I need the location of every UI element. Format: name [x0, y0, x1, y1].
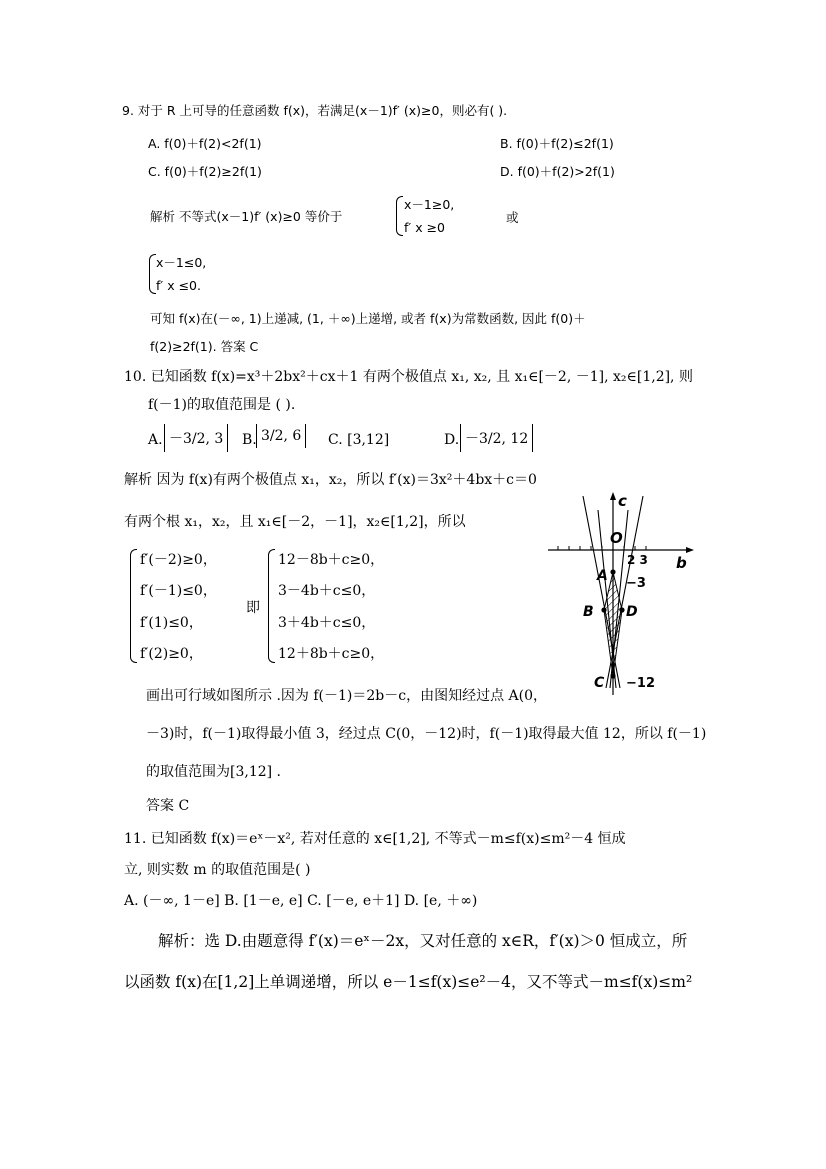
b-axis-label: b: [676, 554, 687, 572]
q10-option-a-interval: －3/2, 3: [164, 424, 228, 452]
c-axis-arrow: [610, 492, 616, 500]
feasible-region-graph: [540, 490, 710, 700]
q9-stem: 9. 对于 R 上可导的任意函数 f(x)，若满足(x－1)f′ (x)≥0，则必有( ).: [122, 103, 508, 118]
q10-option-c: C. [3,12]: [328, 432, 390, 448]
q10-systemA-line1: f′(－2)≥0，: [140, 552, 217, 568]
q11-options: A. (－∞, 1－e] B. [1－e, e] C. [－e, e＋1] D. [e, ＋∞): [124, 893, 478, 909]
q10-solution-line3: 画出可行域如图所示 .因为 f(－1)＝2b－c，由图知经过点 A(0，: [146, 688, 548, 704]
label-d: D: [626, 604, 638, 620]
q9-option-b: B. f(0)＋f(2)≤2f(1): [500, 136, 614, 151]
q9-option-c: C. f(0)＋f(2)≥2f(1): [148, 164, 262, 179]
q10-equivalent: 即: [246, 600, 260, 616]
q11-solution-line2: 以函数 f(x)在[1,2]上单调递增，所以 e－1≤f(x)≤e²－4，又不等式－m≤f(x)≤m²: [124, 973, 693, 991]
q10-option-b-label: B.: [242, 432, 257, 448]
q10-systemB-line2: 3－4b＋c≤0，: [278, 583, 376, 599]
q9-solution-intro: 解析 不等式(x－1)f′ (x)≥0 等价于: [150, 209, 343, 224]
q11-solution-line1: 解析：选 D.由题意得 f′(x)＝eˣ－2x，又对任意的 x∈R，f′(x)＞0 恒成立，所: [158, 932, 688, 950]
q10-solution-line1: 解析 因为 f(x)有两个极值点 x₁，x₂，所以 f′(x)＝3x²＋4bx＋c＝0: [124, 472, 537, 488]
q11-stem-line2: 立, 则实数 m 的取值范围是( ): [124, 862, 311, 878]
q10-systemB-line3: 3＋4b＋c≤0，: [278, 615, 376, 631]
q10-option-d-interval: －3/2, 12: [460, 424, 533, 452]
label-minus-12: −12: [626, 676, 655, 691]
tick-label-2-3: 2 3: [627, 553, 648, 567]
b-axis-arrow: [686, 547, 694, 553]
q9-system2-line2: f′ x ≤0.: [156, 278, 201, 293]
label-c: C: [594, 675, 605, 691]
q10-systemA-brace: [130, 549, 137, 663]
q10-stem-line1: 10. 已知函数 f(x)=x³＋2bx²＋cx＋1 有两个极值点 x₁, x₂, 且 x₁∈[－2, －1], x₂∈[1,2], 则: [124, 369, 693, 385]
label-minus-3: −3: [626, 576, 646, 591]
q10-option-d-label: D.: [444, 432, 460, 448]
q10-solution-line4: －3)时，f(－1)取得最小值 3，经过点 C(0，－12)时，f(－1)取得最大值 12，所以 f(－1): [146, 726, 707, 742]
q10-systemA-line4: f′(2)≥0，: [140, 646, 203, 662]
q9-system1-line1: x－1≥0,: [404, 197, 455, 212]
q9-option-a: A. f(0)＋f(2)<2f(1): [148, 136, 262, 151]
q9-system2-line1: x－1≤0,: [156, 255, 207, 270]
point-a: [610, 569, 615, 574]
q10-solution-line2: 有两个根 x₁，x₂，且 x₁∈[－2，－1]，x₂∈[1,2]，所以: [124, 514, 466, 530]
q9-or: 或: [506, 210, 519, 225]
point-c: [610, 673, 615, 678]
origin-label: O: [610, 529, 623, 547]
q9-conclusion-line2: f(2)≥2f(1). 答案 C: [150, 339, 259, 354]
q9-system2-brace: [149, 254, 156, 294]
q9-conclusion-line1: 可知 f(x)在(－∞, 1)上递减, (1, ＋∞)上递增, 或者 f(x)为常数函数, 因此 f(0)＋: [150, 311, 586, 326]
q10-systemB-line4: 12＋8b＋c≥0，: [278, 646, 385, 662]
label-a: A: [597, 568, 608, 584]
q9-system1-brace: [396, 196, 403, 236]
q10-stem-line2: f(－1)的取值范围是 ( ).: [148, 397, 296, 413]
point-b: [601, 607, 606, 612]
q9-option-d: D. f(0)＋f(2)>2f(1): [500, 164, 615, 179]
q9-system1-line2: f′ x ≥0: [404, 220, 446, 235]
q10-answer: 答案 C: [146, 798, 190, 814]
q10-solution-line5: 的取值范围为[3,12] .: [146, 764, 281, 780]
q10-systemA-line2: f′(－1)≤0，: [140, 583, 217, 599]
q10-option-a-label: A.: [148, 432, 163, 448]
q10-systemA-line3: f′(1)≤0，: [140, 615, 203, 631]
point-d: [619, 607, 624, 612]
q11-stem-line1: 11. 已知函数 f(x)＝eˣ－x², 若对任意的 x∈[1,2], 不等式－m≤f(x)≤m²－4 恒成: [124, 831, 626, 847]
q10-option-b-interval: 3/2, 6: [256, 424, 306, 448]
q10-systemB-line1: 12－8b＋c≥0，: [278, 552, 385, 568]
q10-systemB-brace: [268, 549, 275, 663]
label-b: B: [583, 604, 594, 620]
c-axis-label: c: [618, 492, 627, 510]
